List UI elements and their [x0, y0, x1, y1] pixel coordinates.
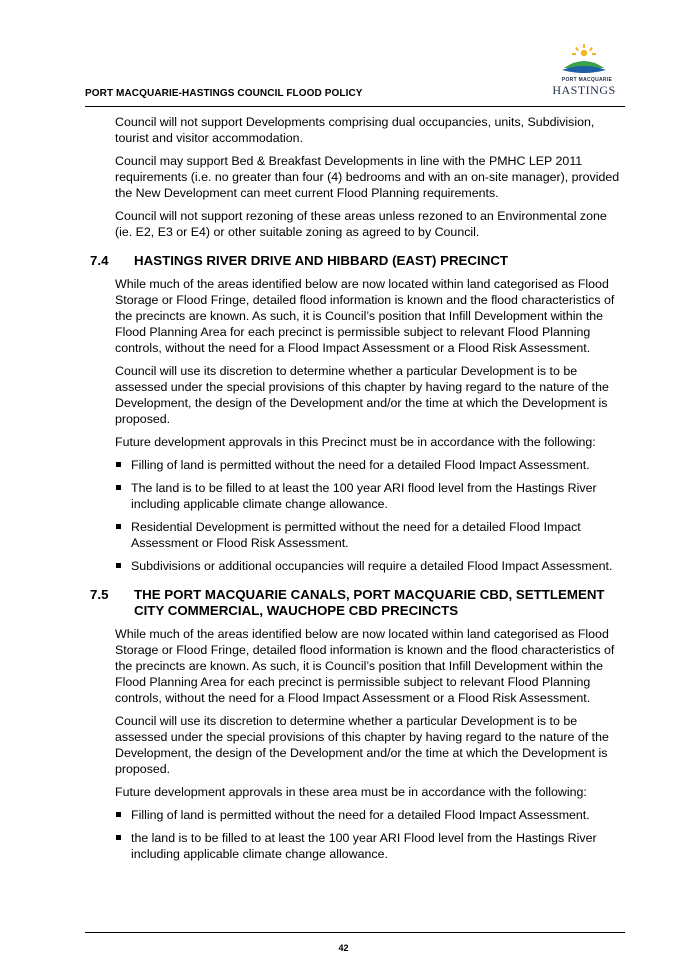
paragraph: Future development approvals in these area must be in accordance with the following:: [115, 785, 587, 799]
bullet-square-icon: [116, 812, 121, 817]
paragraph: While much of the areas identified below are now located within land categorised as Flood Storage or Flood Fringe, detailed flood information is known and the flood characteristics of the precincts are known. As such, it is Council’s position that Infill Development within the Flood Planning Area for each precinct is permissible subject to relevant Flood Planning controls, without the need for a Flood Impact Assessment or a Flood Risk Assessment.: [115, 277, 615, 355]
page-number: 42: [338, 943, 349, 953]
list-item: Subdivisions or additional occupancies will require a detailed Flood Impact Assessment.: [115, 558, 623, 574]
document-header-title: PORT MACQUARIE-HASTINGS COUNCIL FLOOD POLICY: [85, 88, 363, 99]
paragraph: Council will not support rezoning of these areas unless rezoned to an Environmental zone (ie. E2, E3 or E4) or other suitable zoning as agreed to by Council.: [115, 209, 607, 239]
page-content: [90, 114, 623, 869]
section-title: HASTINGS RIVER DRIVE AND HIBBARD (EAST) PRECINCT: [134, 253, 509, 268]
section-heading-7-5: [90, 587, 623, 619]
bullet-square-icon: [116, 835, 121, 840]
list-item: Filling of land is permitted without the need for a detailed Flood Impact Assessment.: [115, 807, 623, 823]
section-heading-7-4: [90, 253, 623, 269]
bullet-square-icon: [116, 563, 121, 568]
bullet-square-icon: [116, 524, 121, 529]
paragraph: Future development approvals in this Precinct must be in accordance with the following:: [115, 435, 596, 449]
logo-line2: HASTINGS: [552, 83, 616, 97]
paragraph: Council will use its discretion to determine whether a particular Development is to be assessed under the special provisions of this chapter by having regard to the nature of the Development, the design of the Development and/or the time at which the Development is proposed.: [115, 364, 609, 426]
bullet-square-icon: [116, 485, 121, 490]
bullet-square-icon: [116, 462, 121, 467]
list-item: Filling of land is permitted without the need for a detailed Flood Impact Assessment.: [115, 457, 623, 473]
bullet-list: [115, 807, 623, 862]
footer-divider: [85, 932, 625, 933]
paragraph: Council will not support Developments comprising dual occupancies, units, Subdivision, tourist and visitor accommodation.: [115, 115, 595, 145]
section-title: THE PORT MACQUARIE CANALS, PORT MACQUARIE CBD, SETTLEMENT CITY COMMERCIAL, WAUCHOPE CBD PRECINCTS: [134, 587, 605, 618]
paragraph: While much of the areas identified below are now located within land categorised as Flood Storage or Flood Fringe, detailed flood information is known and the flood characteristics of the precincts are known. As such, it is Council’s position that Infill Development within the Flood Planning Area for each precinct is permissible subject to relevant Flood Planning controls, without the need for a Flood Impact Assessment or a Flood Risk Assessment.: [115, 627, 615, 705]
list-item: the land is to be filled to at least the 100 year ARI Flood level from the Hastings River including applicable climate change allowance.: [115, 830, 623, 862]
bullet-list: [115, 457, 623, 574]
list-item: Residential Development is permitted without the need for a detailed Flood Impact Assessment or Flood Risk Assessment.: [115, 519, 623, 551]
paragraph: Council may support Bed & Breakfast Developments in line with the PMHC LEP 2011 requirements (i.e. no greater than four (4) bedrooms and with an on-site manager), provided the New Development can meet current Flood Planning requirements.: [115, 154, 620, 200]
logo-line1: PORT MACQUARIE: [561, 77, 613, 83]
council-logo: [548, 44, 620, 100]
header-divider: [85, 106, 625, 107]
paragraph: Council will use its discretion to determine whether a particular Development is to be assessed under the special provisions of this chapter by having regard to the nature of the Development, the design of the Development and/or the time at which the Development is proposed.: [115, 714, 609, 776]
list-item: The land is to be filled to at least the 100 year ARI flood level from the Hastings River including applicable climate change allowance.: [115, 480, 623, 512]
section-number: 7.4: [90, 253, 109, 268]
section-number: 7.5: [90, 587, 109, 602]
logo-emblem-icon: [558, 44, 610, 76]
